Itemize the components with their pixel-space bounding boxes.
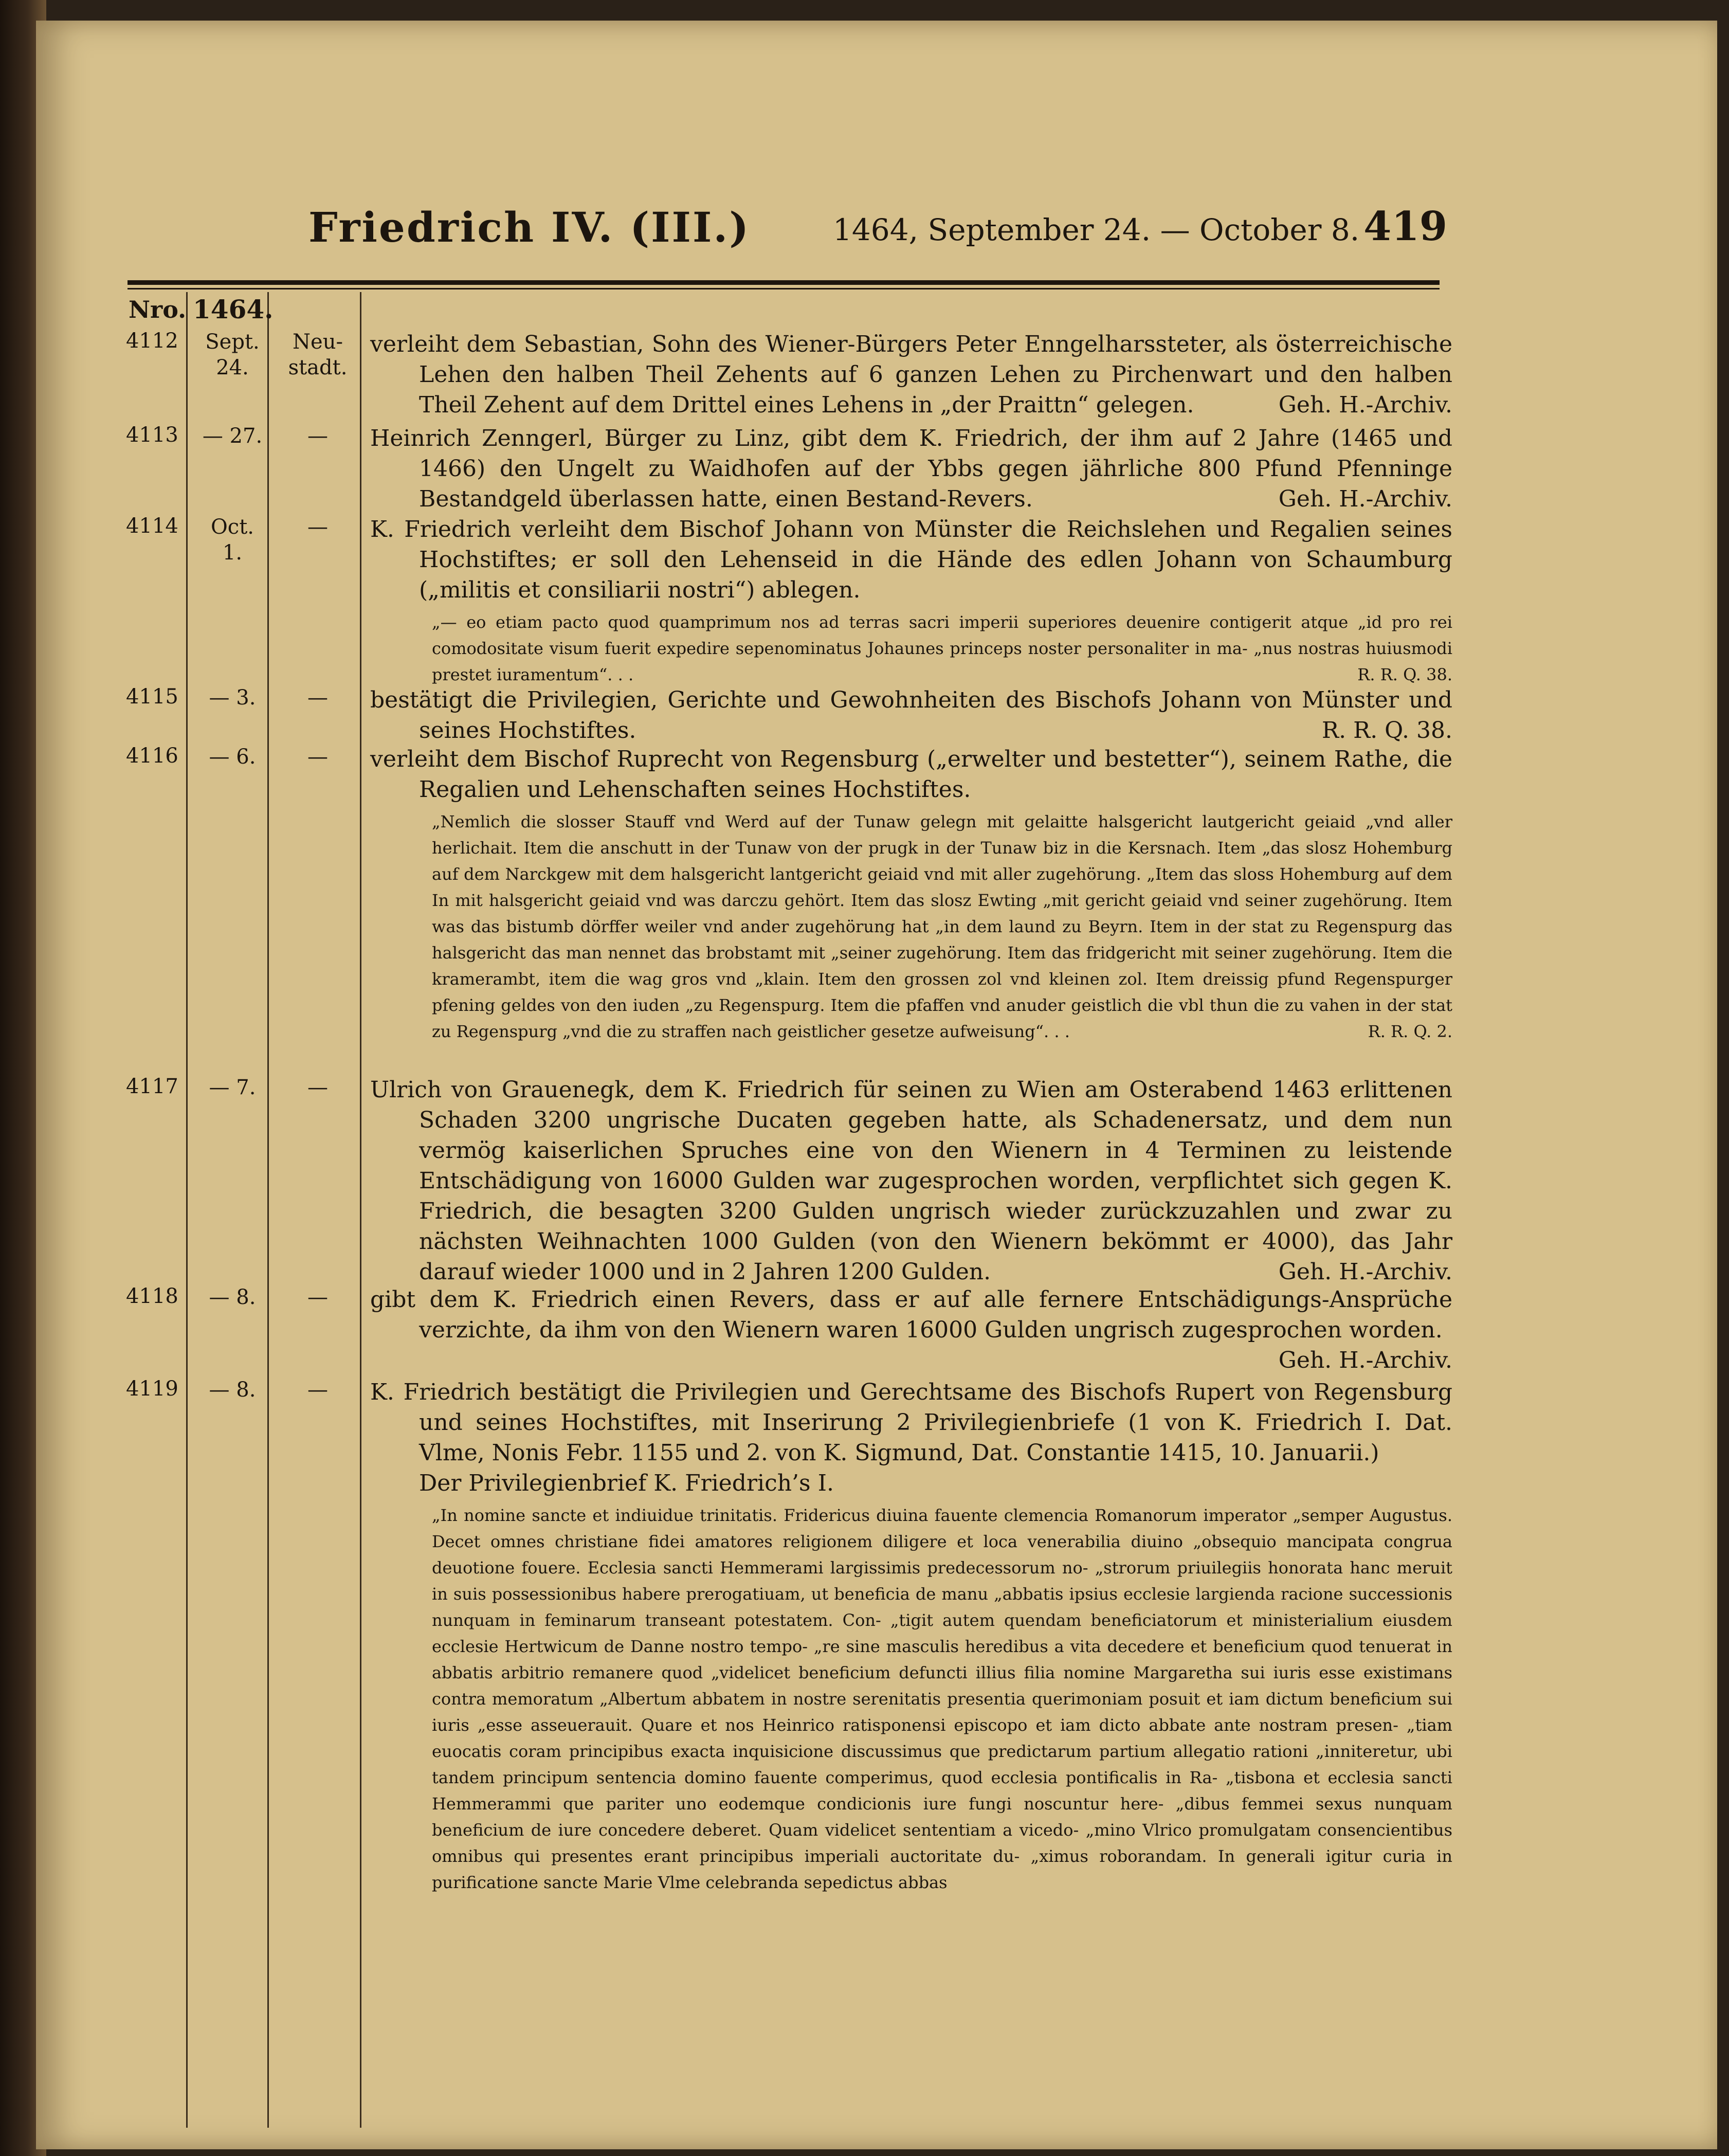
entry-source: Geh. H.-Archiv.	[1278, 1347, 1452, 1373]
entry-number: 4116	[126, 744, 178, 768]
entry-text-block	[370, 514, 1452, 688]
entry-place: —	[307, 1378, 328, 1402]
column-divider-place	[360, 292, 361, 2128]
entry-date: — 8.	[209, 1285, 256, 1309]
page-number: 419	[1363, 203, 1447, 250]
entry-text: bestätigt die Privilegien, Gerichte und Gewohnheiten des Bischofs Johann von Münster und seines Hochstiftes.	[370, 687, 1452, 744]
header-dates: 1464, September 24. — October 8.	[833, 212, 1360, 247]
entry-source: Geh. H.-Archiv.	[1278, 486, 1452, 512]
entry-text: verleiht dem Sebastian, Sohn des Wiener-Bürgers Peter Enngelharssteter, als österreichische Lehen den halben Theil Zehents auf 6 ganzen Lehen zu Pirchenwart und den halben Theil Zehent auf dem Drittel eines Lehens in „der Praittn“ gelegen.	[370, 331, 1452, 418]
entry-text-block	[370, 685, 1452, 746]
entry-date: — 8.	[209, 1378, 256, 1402]
entry-place: —	[307, 745, 328, 769]
header-rule	[128, 280, 1440, 285]
entry-number: 4113	[126, 423, 178, 447]
entry-number: 4118	[126, 1284, 178, 1308]
quote-source: R. R. Q. 38.	[1357, 665, 1452, 684]
entry-place: —	[307, 424, 328, 448]
entry-text: K. Friedrich verleiht dem Bischof Johann von Münster die Reichslehen und Regalien seines Hochstiftes; er soll den Lehenseid in die Hände des edlen Johann von Schaumburg („militis et consiliarii nostri“) ablegen.	[370, 516, 1452, 603]
entry-text-block	[370, 329, 1452, 420]
entry-text: verleiht dem Bischof Ruprecht von Regensburg („erwelter und bestetter“), seinem Rathe, die Regalien und Lehenschaften seines Hochstiftes.	[370, 746, 1452, 803]
running-head	[308, 203, 1447, 260]
entry-text-block	[370, 1377, 1452, 1896]
entry-text: K. Friedrich bestätigt die Privilegien und Gerechtsame des Bischofs Rupert von Regensburg und seines Hochstiftes, mit Inserirung 2 Privilegienbriefe (1 von K. Friedrich I. Dat. Vlme, Nonis Febr. 1155 und 2. von K. Sigmund, Dat. Constantie 1415, 10. Januarii.)	[370, 1379, 1452, 1466]
header-rule-thin	[128, 288, 1440, 289]
entry-text-block	[370, 1284, 1452, 1375]
column-header-nro: Nro.	[129, 296, 187, 323]
column-divider-nro	[186, 292, 188, 2128]
entry-source: R. R. Q. 38.	[1321, 717, 1452, 744]
entry-text-block	[370, 1075, 1452, 1287]
entry-place: Neu- stadt.	[288, 330, 348, 379]
entry-quote	[419, 609, 1452, 688]
entry-quote	[419, 809, 1452, 1045]
entry-place: —	[307, 1076, 328, 1099]
entry-place: —	[307, 1285, 328, 1309]
entry-text: Heinrich Zenngerl, Bürger zu Linz, gibt dem K. Friedrich, der ihm auf 2 Jahre (1465 und 1466) den Ungelt zu Waidhofen auf der Ybbs gegen jährliche 800 Pfund Pfenninge Bestandgeld überlassen hatte, einen Bestand-Revers.	[370, 425, 1452, 512]
entry-place: —	[307, 515, 328, 539]
entry-date: — 6.	[209, 745, 256, 769]
quote-text: „— eo etiam pacto quod quamprimum nos ad terras sacri imperii superiores deuenire contigerit atque „id pro rei comodositate visum fuerit expedire sepenominatus Johaunes princeps noster personaliter in ma- „nus nostras huiusmodi prestet iuramentum“. . .	[432, 612, 1452, 684]
entry-date: — 3.	[209, 686, 256, 710]
entry-number: 4117	[126, 1075, 178, 1098]
entry-text: Ulrich von Grauenegk, dem K. Friedrich für seinen zu Wien am Osterabend 1463 erlittenen Schaden 3200 ungrische Ducaten gegeben hatte, als Schadenersatz, und dem nun vermög kaiserlichen Spruches eine von den Wienern in 4 Terminen zu leistende Entschädigung von 16000 Gulden war zugesprochen worden, verpflichtet sich gegen K. Friedrich, die besagten 3200 Gulden ungrisch wieder zurückzuzahlen und zwar zu nächsten Weihnachten 1000 Gulden (von den Wienern bekömmt er 4000), das Jahr darauf wieder 1000 und in 2 Jahren 1200 Gulden.	[370, 1077, 1452, 1285]
quote-text: „Nemlich die slosser Stauff vnd Werd auf der Tunaw gelegn mit gelaitte halsgericht lautgericht geiaid „vnd aller herlichait. Item die anschutt in der Tunaw von der prugk in der Tunaw biz in die Kersnach. Item „das slosz Hohemburg auf dem Narckgew mit dem halsgericht lantgericht geiaid vnd mit aller zugehörung. „Item das sloss Hohemburg auf dem In mit halsgericht geiaid vnd was darczu gehört. Item das slosz Ewting „mit gericht geiaid vnd seiner zugehörung. Item was das bistumb dörffer weiler vnd ander zugehörung hat „in dem laund zu Beyrn. Item in der stat zu Regenspurg das halsgericht das man nennet das brobstamt mit „seiner zugehörung. Item das fridgericht mit seiner zugehörung. Item die kramerambt, item die wag gros vnd „klain. Item den grossen zol vnd kleinen zol. Item dreissig pfund Regenspurger pfening geldes von den iuden „zu Regenspurg. Item die pfaffen vnd anuder geistlich die vbl thun die zu vahen in der stat zu Regenspurg „vnd die zu straffen nach geistlicher gesetze aufweisung“. . .	[432, 812, 1452, 1041]
quote-source: R. R. Q. 2.	[1368, 1022, 1452, 1041]
entry-date: Oct. 1.	[211, 515, 254, 565]
entry-date: — 7.	[209, 1076, 256, 1099]
entry-number: 4114	[126, 514, 178, 538]
entry-date: Sept. 24.	[205, 330, 260, 379]
column-divider-date	[267, 292, 269, 2128]
entry-date: — 27.	[202, 424, 263, 448]
header-title: Friedrich IV. (III.)	[308, 203, 751, 251]
entry-subheading: Der Privilegienbrief K. Friedrich’s I.	[419, 1470, 834, 1496]
entry-number: 4115	[126, 685, 178, 709]
column-header-year: 1464.	[193, 294, 274, 324]
entry-source: Geh. H.-Archiv.	[1278, 1259, 1452, 1285]
entry-text: gibt dem K. Friedrich einen Revers, dass er auf alle fernere Entschädigungs-Ansprüche verzichte, da ihm von den Wienern waren 16000 Gulden ungrisch zugesprochen worden.	[370, 1287, 1452, 1343]
entry-source: Geh. H.-Archiv.	[1278, 392, 1452, 418]
entry-quote	[419, 1502, 1452, 1896]
quote-text: „In nomine sancte et indiuidue trinitatis. Fridericus diuina fauente clemencia Romanorum imperator „semper Augustus. Decet omnes christiane fidei amatores religionem diligere et loca venerabilia diuino „obsequio mancipata congrua deuotione fouere. Ecclesia sancti Hemmerami largissimis predecessorum no- „strorum priuilegiis honorata hanc meruit in suis possessionibus habere prerogatiuam, ut beneficia de manu „abbatis ipsius ecclesie largienda racione successionis nunquam in feminarum transeant potestatem. Con- „tigit autem quendam beneficiatorum et ministerialium eiusdem ecclesie Hertwicum de Danne nostro tempo- „re sine masculis heredibus a vita decedere et beneficium quod tenuerat in abbatis arbitrio remanere quod „videlicet beneficium defuncti illius filia nomine Margaretha sui iuris esse existimans contra memoratum „Albertum abbatem in nostre serenitatis presentia querimoniam posuit et iam dictum beneficium sui iuris „esse asseuerauit. Quare et nos Heinrico ratisponensi episcopo et iam dicto abbate ante nostram presen- „tiam euocatis coram principibus exacta inquisicione discussimus que predictarum partium allegatio rationi „inniteretur, ubi tandem principum sentencia domino fauente comperimus, quod ecclesia pontificalis in Ra- „tisbona et ecclesia sancti Hemmerammi que pariter uno eodemque condicionis iure fungi noscuntur here- „dibus femmei sexus nunquam beneficium de iure concedere deberet. Quam videlicet sententiam a vicedo- „mino Vlrico promulgatam consencientibus omnibus qui presentes erant principibus imperiali auctoritate du- „ximus roborandam. In generali igitur curia in purificatione sancte Marie Vlme celebranda sepedictus abbas	[432, 1506, 1452, 1892]
entry-number: 4112	[126, 329, 178, 353]
entry-text-block	[370, 423, 1452, 514]
entry-number: 4119	[126, 1377, 178, 1401]
entry-text-block	[370, 744, 1452, 1045]
entry-place: —	[307, 686, 328, 710]
